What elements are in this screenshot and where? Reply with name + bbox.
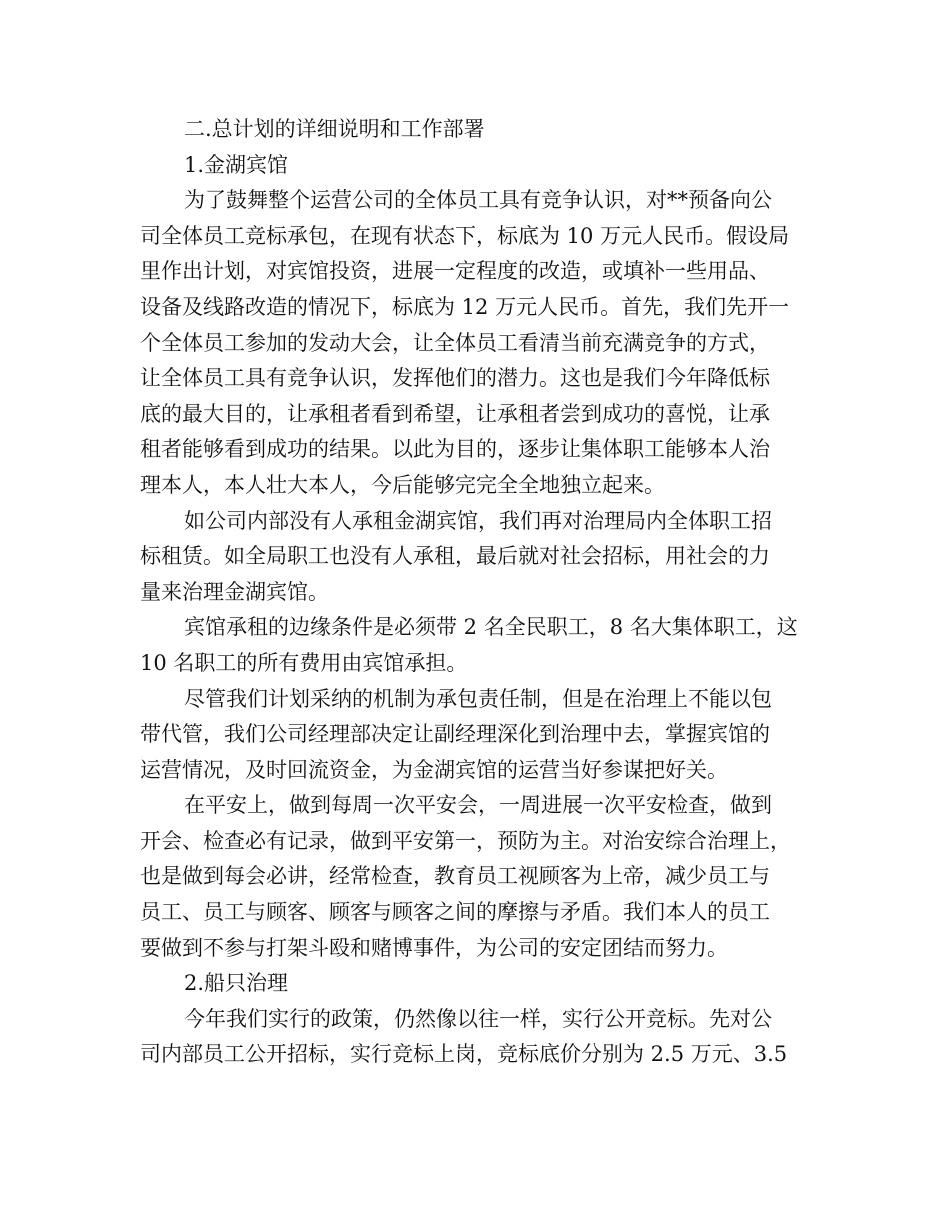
text-line: 底的最大目的，让承租者看到希望，让承租者尝到成功的喜悦，让承 [140, 401, 770, 426]
text-line: 二.总计划的详细说明和工作部署 [184, 117, 485, 141]
text-line: 也是做到每会必讲，经常检查，教育员工视顾客为上帝，减少员工与 [140, 864, 770, 889]
text-line: 带代管，我们公司经理部决定让副经理深化到治理中去，掌握宾馆的 [140, 722, 770, 747]
text-line: 设备及线路改造的情况下，标底为 12 万元人民币。首先，我们先开一 [140, 294, 790, 319]
text-line: 宾馆承租的边缘条件是必须带 2 名全民职工，8 名大集体职工，这 [184, 615, 798, 640]
text-line: 开会、检查必有记录，做到平安第一，预防为主。对治安综合治理上， [140, 828, 791, 853]
text-line: 1.金湖宾馆 [184, 152, 289, 177]
text-line: 员工、员工与顾客、顾客与顾客之间的摩擦与矛盾。我们本人的员工 [140, 900, 770, 925]
text-line: 尽管我们计划采纳的机制为承包责任制，但是在治理上不能以包 [184, 686, 772, 711]
text-line: 里作出计划，对宾馆投资，进展一定程度的改造，或填补一些用品、 [140, 259, 770, 284]
document-body [140, 112, 820, 1073]
text-line: 让全体员工具有竞争认识，发挥他们的潜力。这也是我们今年降低标 [140, 366, 770, 391]
text-line: 理本人，本人壮大本人，今后能够完完全全地独立起来。 [140, 472, 665, 497]
text-line: 租者能够看到成功的结果。以此为目的，逐步让集体职工能够本人治 [140, 437, 770, 462]
text-line: 2.船只治理 [184, 971, 289, 996]
text-line: 今年我们实行的政策，仍然像以往一样，实行公开竞标。先对公 [184, 1006, 772, 1031]
text-line: 在平安上，做到每周一次平安会，一周进展一次平安检查，做到 [184, 793, 772, 818]
text-line: 司全体员工竞标承包，在现有状态下，标底为 10 万元人民币。假设局 [140, 223, 790, 248]
text-line: 标租赁。如全局职工也没有人承租，最后就对社会招标，用社会的力 [140, 544, 770, 569]
text-line: 量来治理金湖宾馆。 [140, 579, 329, 604]
text-line: 运营情况，及时回流资金，为金湖宾馆的运营当好参谋把好关。 [140, 757, 728, 782]
text-line: 为了鼓舞整个运营公司的全体员工具有竞争认识，对**预备向公 [184, 188, 772, 213]
text-line: 司内部员工公开招标，实行竞标上岗，竞标底价分别为 2.5 万元、3.5 [140, 1042, 788, 1067]
text-line: 10 名职工的所有费用由宾馆承担。 [140, 650, 468, 675]
text-line: 如公司内部没有人承租金湖宾馆，我们再对治理局内全体职工招 [184, 508, 772, 533]
text-line: 个全体员工参加的发动大会，让全体员工看清当前充满竞争的方式， [140, 330, 770, 355]
text-line: 要做到不参与打架斗殴和赌博事件，为公司的安定团结而努力。 [140, 935, 728, 960]
